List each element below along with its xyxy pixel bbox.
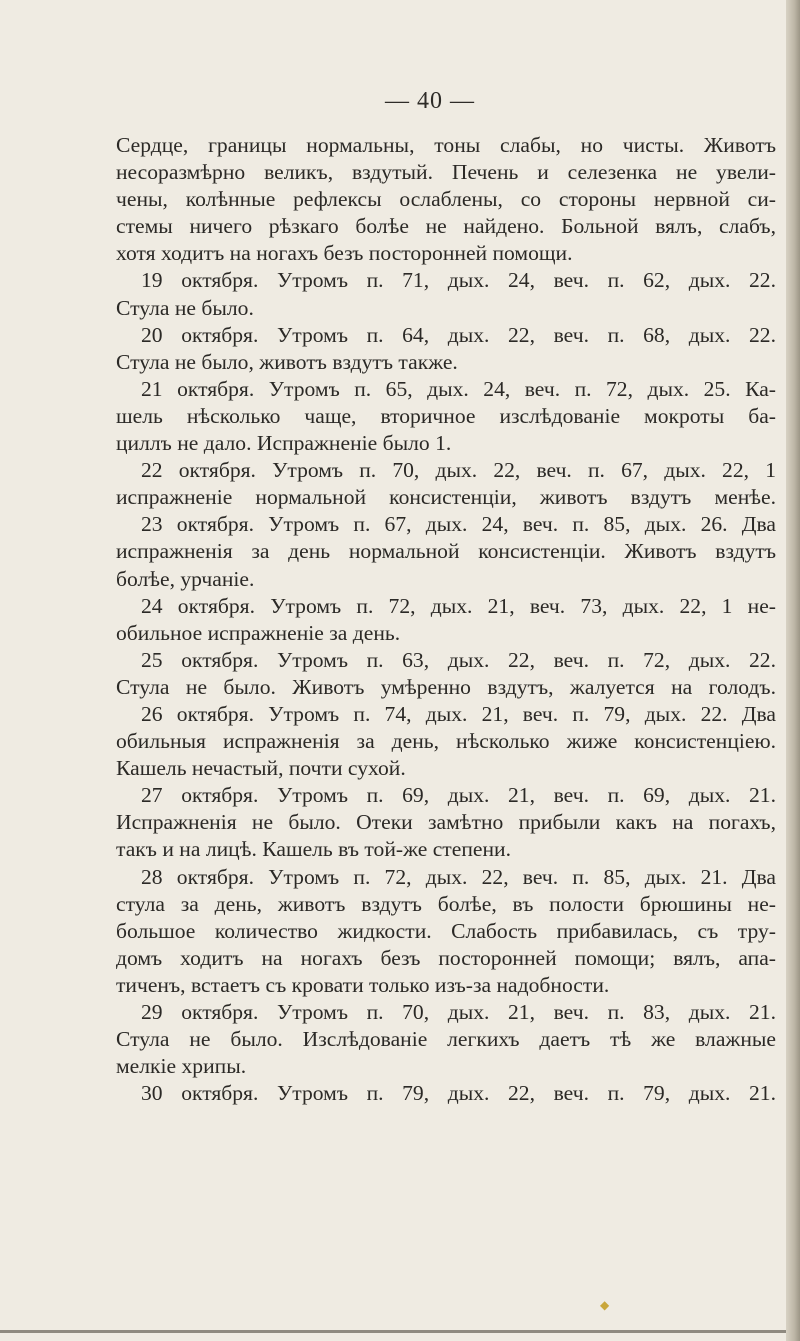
text-line: 20 октября. Утромъ п. 64, дых. 22, веч. п. 68, дых. 22. <box>141 322 776 347</box>
text-line: шель нѣсколько чаще, вторичное изслѣдованіе мокроты ба- <box>116 403 776 428</box>
page-edge <box>786 0 800 1341</box>
text-line: 25 октября. Утромъ п. 63, дых. 22, веч. п. 72, дых. 22. <box>141 647 776 672</box>
text-line: такъ и на лицѣ. Кашель въ той-же степени. <box>116 837 511 862</box>
text-line: 28 октября. Утромъ п. 72, дых. 22, веч. п. 85, дых. 21. Два <box>141 864 776 889</box>
text-line: стула за день, животъ вздутъ болѣе, въ полости брюшины не- <box>116 891 776 916</box>
text-line: несоразмѣрно великъ, вздутый. Печень и селезенка не увели- <box>116 160 776 185</box>
text-line: Сердце, границы нормальны, тоны слабы, но чисты. Животъ <box>116 133 776 157</box>
ink-spot-icon: ◆ <box>600 1298 610 1312</box>
text-line: Кашель нечастый, почти сухой. <box>116 756 406 781</box>
text-line: испражненіе нормальной консистенціи, животъ вздутъ менѣе. <box>116 485 776 510</box>
text-line: испражненія за день нормальной консистенціи. Животъ вздутъ <box>116 539 776 564</box>
text-line: обильныя испражненія за день, нѣсколько жиже консистенціею. <box>116 729 776 754</box>
text-line: тиченъ, встаетъ съ кровати только изъ-за надобности. <box>116 972 610 997</box>
text-line: циллъ не дало. Испражненіе было 1. <box>116 431 452 456</box>
text-line: чены, колѣнные рефлексы ослаблены, со стороны нервной си- <box>116 187 776 212</box>
text-line: 21 октября. Утромъ п. 65, дых. 24, веч. п. 72, дых. 25. Ка- <box>141 376 776 401</box>
text-line: Стула не было. Изслѣдованіе легкихъ даетъ тѣ же влажные <box>116 1027 776 1052</box>
text-line: Стула не было, животъ вздутъ также. <box>116 349 458 374</box>
text-line: большое количество жидкости. Слабость прибавилась, съ тру- <box>116 918 776 943</box>
text-line: 23 октября. Утромъ п. 67, дых. 24, веч. п. 85, дых. 26. Два <box>141 512 776 537</box>
text-line: 27 октября. Утромъ п. 69, дых. 21, веч. п. 69, дых. 21. <box>141 783 776 808</box>
text-line: Испражненія не было. Отеки замѣтно прибыли какъ на погахъ, <box>116 810 776 835</box>
text-line: 24 октября. Утромъ п. 72, дых. 21, веч. 73, дых. 22, 1 не- <box>141 593 776 618</box>
text-line: Стула не было. <box>116 295 254 320</box>
body-text <box>116 132 776 1107</box>
text-line: домъ ходитъ на ногахъ безъ посторонней помощи; вялъ, апа- <box>116 945 776 970</box>
text-line: болѣе, урчаніе. <box>116 566 255 591</box>
text-line: Стула не было. Животъ умѣренно вздутъ, жалуется на голодъ. <box>116 674 776 699</box>
bottom-edge <box>0 1330 790 1333</box>
text-line: 26 октября. Утромъ п. 74, дых. 21, веч. п. 79, дых. 22. Два <box>141 701 776 726</box>
text-line: 19 октября. Утромъ п. 71, дых. 24, веч. п. 62, дых. 22. <box>141 268 776 293</box>
text-line: обильное испражненіе за день. <box>116 620 401 645</box>
text-line: 30 октября. Утромъ п. 79, дых. 22, веч. п. 79, дых. 21. <box>141 1081 776 1106</box>
text-line: хотя ходитъ на ногахъ безъ посторонней помощи. <box>116 241 573 266</box>
page-number: — 40 — <box>385 88 475 114</box>
text-line: 29 октября. Утромъ п. 70, дых. 21, веч. п. 83, дых. 21. <box>141 1000 776 1024</box>
text-line: мелкіе хрипы. <box>116 1054 247 1079</box>
text-line: 22 октября. Утромъ п. 70, дых. 22, веч. п. 67, дых. 22, 1 <box>141 458 776 483</box>
text-line: стемы ничего рѣзкаго болѣе не найдено. Больной вялъ, слабъ, <box>116 214 776 239</box>
